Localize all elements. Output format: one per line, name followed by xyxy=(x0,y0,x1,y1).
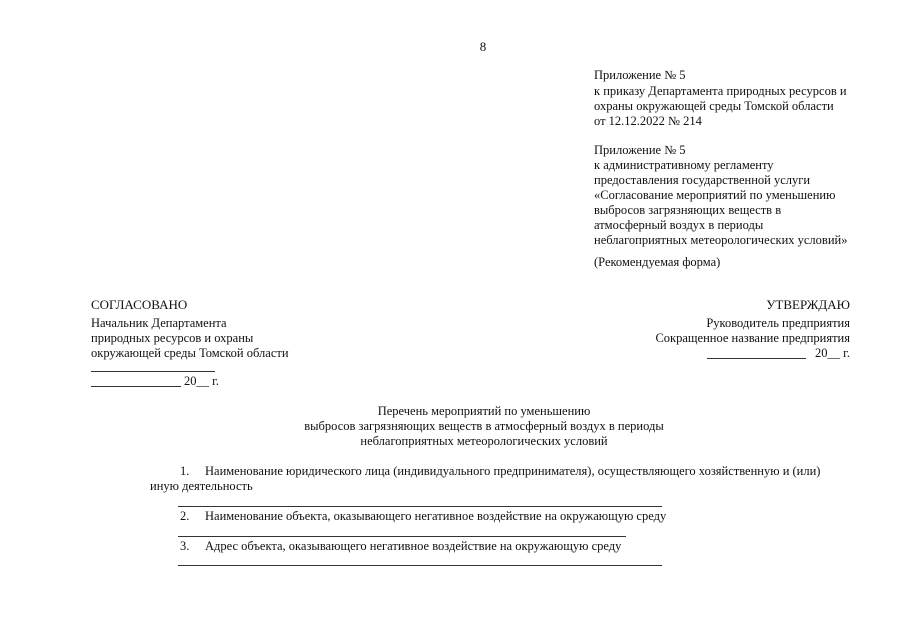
annex-line: «Согласование мероприятий по уменьшению xyxy=(594,188,836,202)
date-blank-line xyxy=(91,386,181,387)
fill-in-line xyxy=(178,506,662,507)
title-line: неблагоприятных метеорологических условий xyxy=(360,434,608,448)
form-note: (Рекомендуемая форма) xyxy=(594,255,721,269)
annex-line: выбросов загрязняющих веществ в xyxy=(594,203,782,217)
annex-line: предоставления государственной услуги xyxy=(594,173,811,187)
fill-in-line xyxy=(178,536,626,537)
approved-line: Руководитель предприятия xyxy=(706,316,850,330)
annex-line: к приказу Департамента природных ресурсов и xyxy=(594,84,847,98)
title-line: выбросов загрязняющих веществ в атмосферный воздух в периоды xyxy=(304,419,664,433)
item-number: 2. xyxy=(180,509,190,523)
annex-line: от 12.12.2022 № 214 xyxy=(594,114,702,128)
annex-line: к административному регламенту xyxy=(594,158,774,172)
fill-in-line xyxy=(178,565,662,566)
item-number: 3. xyxy=(180,539,190,553)
approved-line: Сокращенное название предприятия xyxy=(655,331,850,345)
agreed-line: Начальник Департамента xyxy=(91,316,227,330)
agreed-date: 20__ г. xyxy=(184,374,219,388)
item-text-continuation: иную деятельность xyxy=(150,479,253,493)
agreed-heading: СОГЛАСОВАНО xyxy=(91,297,188,312)
approved-date: 20__ г. xyxy=(815,346,850,360)
title-line: Перечень мероприятий по уменьшению xyxy=(377,404,591,418)
approved-heading: УТВЕРЖДАЮ xyxy=(766,297,850,312)
agreed-line: окружающей среды Томской области xyxy=(91,346,289,360)
annex-title: Приложение № 5 xyxy=(594,143,686,157)
item-number: 1. xyxy=(180,464,190,478)
item-text: Адрес объекта, оказывающего негативное воздействие на окружающую среду xyxy=(205,539,622,553)
annex-line: охраны окружающей среды Томской области xyxy=(594,99,834,113)
annex-title: Приложение № 5 xyxy=(594,68,686,82)
item-text: Наименование объекта, оказывающего негативное воздействие на окружающую среду xyxy=(205,509,667,523)
date-blank-line xyxy=(707,358,806,359)
annex-line: неблагоприятных метеорологических условий» xyxy=(594,233,848,247)
page-number: 8 xyxy=(479,39,487,54)
agreed-line: природных ресурсов и охраны xyxy=(91,331,254,345)
item-text: Наименование юридического лица (индивидуального предпринимателя), осуществляющего хозяйственную и (или) xyxy=(205,464,821,478)
annex-line: атмосферный воздух в периоды xyxy=(594,218,764,232)
signature-line xyxy=(91,371,215,372)
